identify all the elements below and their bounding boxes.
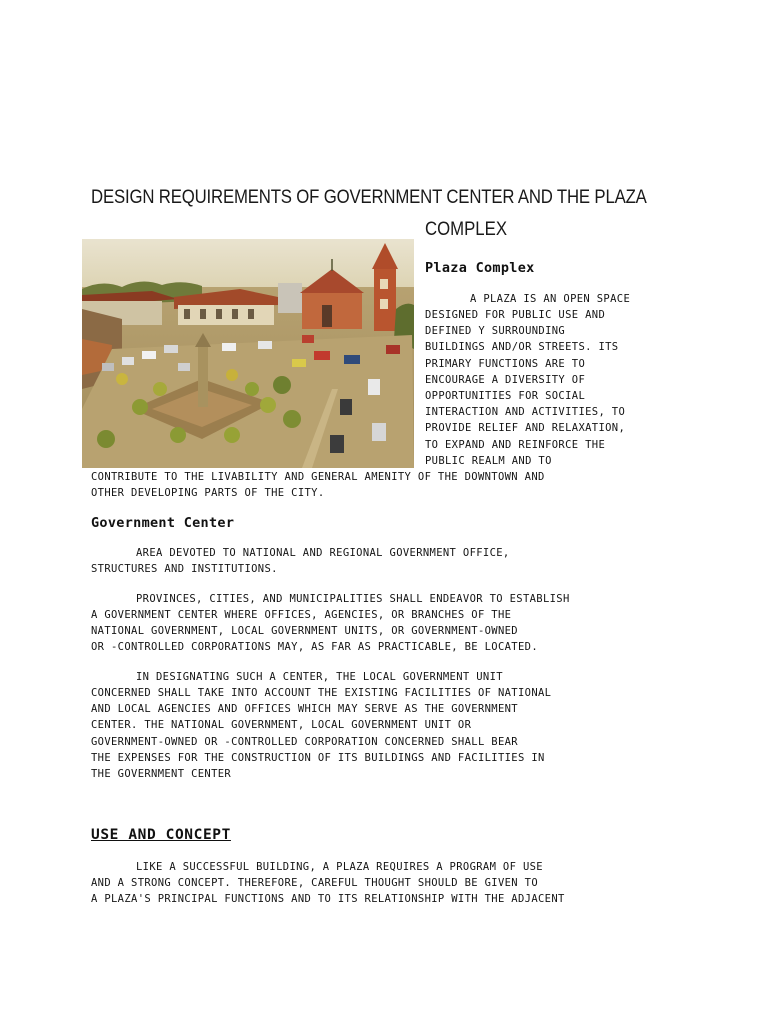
- government-p3-line: CENTER. THE NATIONAL GOVERNMENT, LOCAL GOVERNMENT UNIT OR: [91, 719, 472, 732]
- plaza-paragraph: [425, 307, 625, 469]
- plaza-line: PROVIDE RELIEF AND RELAXATION,: [425, 422, 626, 435]
- government-p3-line: THE GOVERNMENT CENTER: [91, 767, 232, 780]
- government-p2-line-1: PROVINCES, CITIES, AND MUNICIPALITIES SHALL ENDEAVOR TO ESTABLISH: [136, 593, 570, 605]
- plaza-line: OTHER DEVELOPING PARTS OF THE CITY.: [91, 487, 325, 500]
- government-p3: [91, 685, 551, 782]
- plaza-line: DEFINED Y SURROUNDING: [425, 325, 566, 338]
- document-title-continued: COMPLEX: [425, 218, 508, 240]
- government-p2-line: NATIONAL GOVERNMENT, LOCAL GOVERNMENT UNITS, OR GOVERNMENT-OWNED: [91, 625, 518, 638]
- plaza-line: INTERACTION AND ACTIVITIES, TO: [425, 406, 626, 419]
- use-p1-line-1: LIKE A SUCCESSFUL BUILDING, A PLAZA REQUIRES A PROGRAM OF USE: [136, 861, 543, 873]
- plaza-line: PUBLIC REALM AND TO: [425, 454, 552, 467]
- government-p3-line-1: IN DESIGNATING SUCH A CENTER, THE LOCAL GOVERNMENT UNIT: [136, 671, 503, 683]
- plaza-line: DESIGNED FOR PUBLIC USE AND: [425, 309, 606, 321]
- plaza-line: OPPORTUNITIES FOR SOCIAL: [425, 389, 586, 402]
- government-p2-line: A GOVERNMENT CENTER WHERE OFFICES, AGENCIES, OR BRANCHES OF THE: [91, 609, 512, 621]
- plaza-line: CONTRIBUTE TO THE LIVABILITY AND GENERAL AMENITY OF THE DOWNTOWN AND: [91, 471, 545, 483]
- government-p3-line: AND LOCAL AGENCIES AND OFFICES WHICH MAY SERVE AS THE GOVERNMENT: [91, 703, 518, 716]
- document-title: DESIGN REQUIREMENTS OF GOVERNMENT CENTER AND THE PLAZA: [91, 186, 647, 208]
- government-p3-line: THE EXPENSES FOR THE CONSTRUCTION OF ITS BUILDINGS AND FACILITIES IN: [91, 751, 545, 764]
- plaza-paragraph-line-1: A PLAZA IS AN OPEN SPACE: [470, 293, 631, 305]
- government-center-heading: Government Center: [91, 515, 235, 531]
- use-p1-line: A PLAZA'S PRINCIPAL FUNCTIONS AND TO ITS RELATIONSHIP WITH THE ADJACENT: [91, 893, 565, 906]
- plaza-paragraph-continued: [91, 469, 545, 501]
- government-p3-line: CONCERNED SHALL TAKE INTO ACCOUNT THE EXISTING FACILITIES OF NATIONAL: [91, 687, 552, 699]
- government-p2-line: OR -CONTROLLED CORPORATIONS MAY, AS FAR AS PRACTICABLE, BE LOCATED.: [91, 641, 538, 654]
- use-and-concept-heading: USE AND CONCEPT: [91, 827, 231, 843]
- plaza-complex-heading: Plaza Complex: [425, 260, 535, 276]
- government-p3-line: GOVERNMENT-OWNED OR -CONTROLLED CORPORATION CONCERNED SHALL BEAR: [91, 735, 518, 748]
- use-p1: [91, 875, 565, 907]
- plaza-line: TO EXPAND AND REINFORCE THE: [425, 438, 606, 451]
- plaza-line: BUILDINGS AND/OR STREETS. ITS: [425, 341, 619, 354]
- plaza-photo: [82, 239, 414, 468]
- government-p1-line-1: AREA DEVOTED TO NATIONAL AND REGIONAL GOVERNMENT OFFICE,: [136, 547, 510, 559]
- government-p1-line-2: STRUCTURES AND INSTITUTIONS.: [91, 563, 278, 575]
- plaza-line: ENCOURAGE A DIVERSITY OF: [425, 373, 586, 386]
- use-p1-line: AND A STRONG CONCEPT. THEREFORE, CAREFUL THOUGHT SHOULD BE GIVEN TO: [91, 877, 538, 889]
- government-p2: [91, 607, 538, 656]
- plaza-line: PRIMARY FUNCTIONS ARE TO: [425, 357, 586, 370]
